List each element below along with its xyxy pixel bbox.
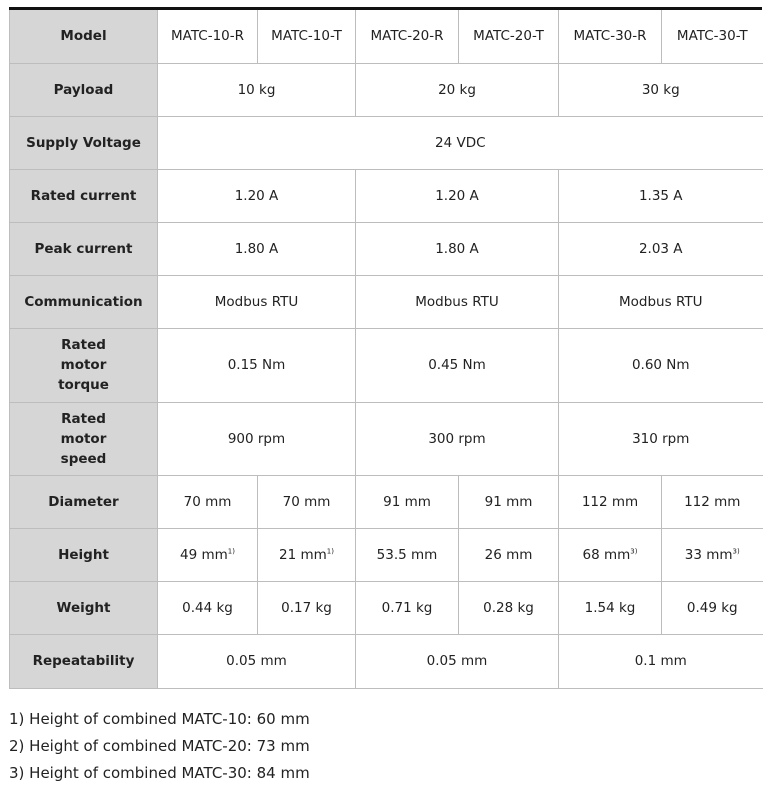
height-value: 68 mm [582, 546, 631, 563]
rated-motor-speed-cell: 300 rpm [356, 402, 559, 475]
height-value: 49 mm [180, 546, 228, 563]
row-label-supply-voltage: Supply Voltage [10, 116, 158, 169]
weight-cell: 0.71 kg [356, 581, 459, 634]
row-peak-current [10, 222, 763, 275]
repeatability-cell: 0.05 mm [158, 634, 356, 688]
repeatability-cell: 0.05 mm [356, 634, 559, 688]
communication-cell: Modbus RTU [356, 275, 559, 328]
row-label-rated-motor-speed: Rated motor speed [10, 402, 158, 475]
supply-voltage-cell: 24 VDC [158, 116, 763, 169]
weight-cell: 0.28 kg [459, 581, 559, 634]
height-cell [356, 528, 459, 581]
diameter-cell: 70 mm [158, 475, 258, 528]
row-supply-voltage [10, 116, 763, 169]
rated-motor-speed-cell: 310 rpm [559, 402, 763, 475]
peak-current-cell: 2.03 A [559, 222, 763, 275]
rated-current-cell: 1.20 A [356, 169, 559, 222]
row-payload [10, 63, 763, 116]
diameter-cell: 70 mm [258, 475, 356, 528]
payload-cell: 30 kg [559, 63, 763, 116]
diameter-cell: 112 mm [559, 475, 662, 528]
row-rated-current [10, 169, 763, 222]
payload-cell: 20 kg [356, 63, 559, 116]
footnotes [9, 706, 310, 787]
height-cell [559, 528, 662, 581]
diameter-cell: 112 mm [662, 475, 763, 528]
row-communication [10, 275, 763, 328]
row-label-rated-motor-torque: Rated motor torque [10, 328, 158, 402]
footnote-marker: 1) [326, 547, 334, 555]
row-label-weight: Weight [10, 581, 158, 634]
communication-cell: Modbus RTU [559, 275, 763, 328]
diameter-cell: 91 mm [459, 475, 559, 528]
repeatability-cell: 0.1 mm [559, 634, 763, 688]
row-label-payload: Payload [10, 63, 158, 116]
weight-cell: 0.49 kg [662, 581, 763, 634]
rated-motor-speed-cell: 900 rpm [158, 402, 356, 475]
footnote-marker: 3) [630, 547, 638, 555]
row-label-diameter: Diameter [10, 475, 158, 528]
rated-motor-torque-cell: 0.60 Nm [559, 328, 763, 402]
rated-current-cell: 1.20 A [158, 169, 356, 222]
row-repeatability [10, 634, 763, 688]
model-cell: MATC-30-T [662, 10, 763, 63]
row-height [10, 528, 763, 581]
footnote-3: 3) Height of combined MATC-30: 84 mm [9, 764, 310, 782]
height-value: 33 mm [684, 546, 733, 563]
rated-motor-torque-cell: 0.15 Nm [158, 328, 356, 402]
weight-cell: 0.17 kg [258, 581, 356, 634]
row-rated-motor-speed [10, 402, 763, 475]
row-rated-motor-torque [10, 328, 763, 402]
row-label-peak-current: Peak current [10, 222, 158, 275]
height-value: 53.5 mm [376, 546, 438, 563]
row-label-communication: Communication [10, 275, 158, 328]
row-label-rated-current: Rated current [10, 169, 158, 222]
model-cell: MATC-30-R [559, 10, 662, 63]
peak-current-cell: 1.80 A [356, 222, 559, 275]
peak-current-cell: 1.80 A [158, 222, 356, 275]
row-label-height: Height [10, 528, 158, 581]
rated-current-cell: 1.35 A [559, 169, 763, 222]
spec-table [9, 10, 763, 689]
row-label-repeatability: Repeatability [10, 634, 158, 688]
model-cell: MATC-10-T [258, 10, 356, 63]
height-value: 26 mm [484, 546, 533, 563]
height-cell [258, 528, 356, 581]
rated-motor-torque-cell: 0.45 Nm [356, 328, 559, 402]
footnote-marker: 1) [227, 547, 235, 555]
communication-cell: Modbus RTU [158, 275, 356, 328]
diameter-cell: 91 mm [356, 475, 459, 528]
height-cell [662, 528, 763, 581]
height-cell [459, 528, 559, 581]
height-value: 21 mm [279, 546, 327, 563]
footnote-1: 1) Height of combined MATC-10: 60 mm [9, 710, 310, 728]
row-model [10, 10, 763, 63]
height-cell [158, 528, 258, 581]
payload-cell: 10 kg [158, 63, 356, 116]
footnote-2: 2) Height of combined MATC-20: 73 mm [9, 737, 310, 755]
row-label-model: Model [10, 10, 158, 63]
model-cell: MATC-10-R [158, 10, 258, 63]
model-cell: MATC-20-T [459, 10, 559, 63]
footnote-marker: 3) [732, 547, 740, 555]
weight-cell: 0.44 kg [158, 581, 258, 634]
model-cell: MATC-20-R [356, 10, 459, 63]
row-diameter [10, 475, 763, 528]
row-weight [10, 581, 763, 634]
weight-cell: 1.54 kg [559, 581, 662, 634]
